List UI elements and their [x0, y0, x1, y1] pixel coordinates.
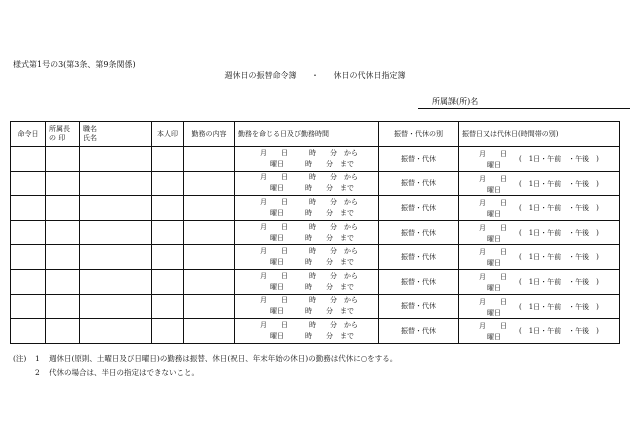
work-datetime-cell[interactable]: 月 日 時 分 から 曜日 時 分 まで	[235, 319, 379, 344]
order-date-cell[interactable]	[11, 269, 46, 294]
personal-seal-cell[interactable]	[152, 245, 184, 270]
personal-seal-cell[interactable]	[152, 147, 184, 172]
order-date-cell[interactable]	[11, 147, 46, 172]
personal-seal-cell[interactable]	[152, 171, 184, 196]
kind-cell[interactable]: 振替・代休	[379, 196, 459, 221]
work-datetime-cell[interactable]: 月 日 時 分 から 曜日 時 分 まで	[235, 147, 379, 172]
note-item: 2 代休の場合は、半日の指定はできないこと。	[35, 368, 199, 377]
table-row	[11, 220, 620, 245]
work-datetime-cell[interactable]: 月 日 時 分 から 曜日 時 分 まで	[235, 294, 379, 319]
order-date-cell[interactable]	[11, 220, 46, 245]
personal-seal-cell[interactable]	[152, 269, 184, 294]
table-row	[11, 245, 620, 270]
notes-label: (注)	[13, 354, 27, 363]
dept-head-seal-cell[interactable]	[46, 196, 80, 221]
work-content-cell[interactable]	[184, 171, 235, 196]
col-position-name: 職名 氏名	[80, 122, 152, 147]
table-row	[11, 269, 620, 294]
title-left: 週休日の振替命令簿	[224, 71, 297, 80]
kind-cell[interactable]: 振替・代休	[379, 319, 459, 344]
header-row	[11, 122, 620, 147]
position-name-cell[interactable]	[80, 269, 152, 294]
position-name-cell[interactable]	[80, 147, 152, 172]
substitute-day-cell[interactable]: 月 日 曜日 ( 1日・午前 ・午後 )	[459, 147, 620, 172]
substitute-day-cell[interactable]: 月 日 曜日 ( 1日・午前 ・午後 )	[459, 245, 620, 270]
col-work-datetime: 勤務を命じる日及び勤務時間	[235, 122, 379, 147]
substitute-day-cell[interactable]: 月 日 曜日 ( 1日・午前 ・午後 )	[459, 294, 620, 319]
work-content-cell[interactable]	[184, 196, 235, 221]
position-name-cell[interactable]	[80, 171, 152, 196]
kind-cell[interactable]: 振替・代休	[379, 220, 459, 245]
kind-cell[interactable]: 振替・代休	[379, 269, 459, 294]
work-content-cell[interactable]	[184, 245, 235, 270]
dept-head-seal-cell[interactable]	[46, 220, 80, 245]
title-separator: ・	[311, 71, 319, 80]
notes-section	[13, 352, 397, 380]
position-name-cell[interactable]	[80, 294, 152, 319]
note-text: 週休日(原則、土曜日及び日曜日)の勤務は振替、休日(祝日、年末年始の休日)の勤務は代休に○をする。	[49, 354, 398, 363]
col-substitute-day: 振替日又は代休日(時間帯の別)	[459, 122, 620, 147]
work-datetime-cell[interactable]: 月 日 時 分 から 曜日 時 分 まで	[235, 245, 379, 270]
table-row	[11, 319, 620, 344]
col-work-content: 勤務の内容	[184, 122, 235, 147]
col-kind: 振替・代休の別	[379, 122, 459, 147]
dept-head-seal-cell[interactable]	[46, 294, 80, 319]
table-row	[11, 294, 620, 319]
kind-cell[interactable]: 振替・代休	[379, 171, 459, 196]
substitute-day-cell[interactable]: 月 日 曜日 ( 1日・午前 ・午後 )	[459, 171, 620, 196]
table-row	[11, 196, 620, 221]
personal-seal-cell[interactable]	[152, 319, 184, 344]
table-row	[11, 171, 620, 196]
dept-head-seal-cell[interactable]	[46, 245, 80, 270]
order-date-cell[interactable]	[11, 294, 46, 319]
work-datetime-cell[interactable]: 月 日 時 分 から 曜日 時 分 まで	[235, 196, 379, 221]
work-content-cell[interactable]	[184, 147, 235, 172]
dept-head-seal-cell[interactable]	[46, 319, 80, 344]
position-name-cell[interactable]	[80, 245, 152, 270]
kind-cell[interactable]: 振替・代休	[379, 147, 459, 172]
document-title	[0, 70, 630, 81]
work-datetime-cell[interactable]: 月 日 時 分 から 曜日 時 分 まで	[235, 220, 379, 245]
col-personal-seal: 本人印	[152, 122, 184, 147]
substitute-day-cell[interactable]: 月 日 曜日 ( 1日・午前 ・午後 )	[459, 196, 620, 221]
work-content-cell[interactable]	[184, 220, 235, 245]
note-text: 代休の場合は、半日の指定はできないこと。	[49, 368, 199, 377]
position-name-cell[interactable]	[80, 196, 152, 221]
position-name-cell[interactable]	[80, 319, 152, 344]
substitute-day-cell[interactable]: 月 日 曜日 ( 1日・午前 ・午後 )	[459, 220, 620, 245]
work-content-cell[interactable]	[184, 319, 235, 344]
col-order-date: 命令日	[11, 122, 46, 147]
personal-seal-cell[interactable]	[152, 196, 184, 221]
order-date-cell[interactable]	[11, 171, 46, 196]
order-date-cell[interactable]	[11, 196, 46, 221]
personal-seal-cell[interactable]	[152, 220, 184, 245]
col-dept-head-seal: 所属長 の 印	[46, 122, 80, 147]
personal-seal-cell[interactable]	[152, 294, 184, 319]
substitute-day-cell[interactable]: 月 日 曜日 ( 1日・午前 ・午後 )	[459, 319, 620, 344]
work-content-cell[interactable]	[184, 294, 235, 319]
kind-cell[interactable]: 振替・代休	[379, 245, 459, 270]
order-date-cell[interactable]	[11, 319, 46, 344]
position-name-cell[interactable]	[80, 220, 152, 245]
note-item: (注) 1 週休日(原則、土曜日及び日曜日)の勤務は振替、休日(祝日、年末年始の休日)の勤務は代休に○をする。	[13, 352, 397, 366]
form-number: 様式第1号の3(第3条、第9条関係)	[13, 60, 136, 69]
order-date-cell[interactable]	[11, 245, 46, 270]
dept-head-seal-cell[interactable]	[46, 171, 80, 196]
kind-cell[interactable]: 振替・代休	[379, 294, 459, 319]
work-content-cell[interactable]	[184, 269, 235, 294]
schedule-table	[10, 121, 620, 344]
work-datetime-cell[interactable]: 月 日 時 分 から 曜日 時 分 まで	[235, 171, 379, 196]
dept-head-seal-cell[interactable]	[46, 269, 80, 294]
substitute-day-cell[interactable]: 月 日 曜日 ( 1日・午前 ・午後 )	[459, 269, 620, 294]
table-row	[11, 147, 620, 172]
title-right: 休日の代休日指定簿	[333, 71, 406, 80]
work-datetime-cell[interactable]: 月 日 時 分 から 曜日 時 分 まで	[235, 269, 379, 294]
dept-name-field[interactable]	[418, 96, 630, 109]
dept-head-seal-cell[interactable]	[46, 147, 80, 172]
dept-name-label: 所属課(所)名	[432, 97, 479, 106]
